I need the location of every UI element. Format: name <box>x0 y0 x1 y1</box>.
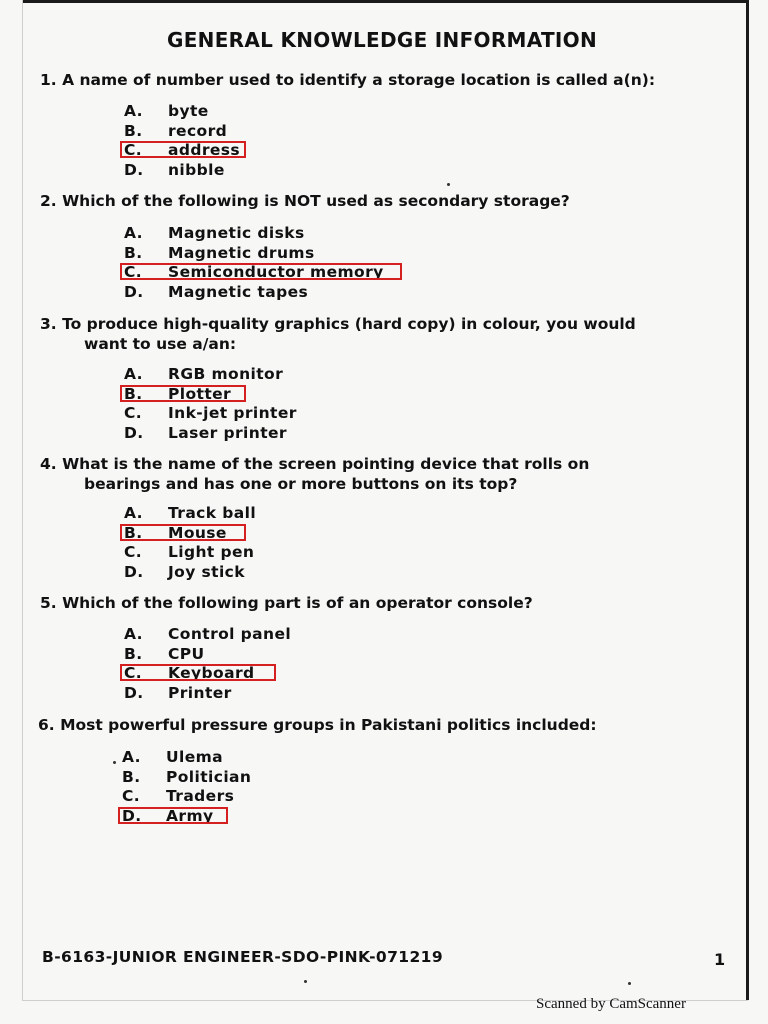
option-letter: D. <box>124 683 144 702</box>
option-text: Plotter <box>168 384 232 403</box>
question-1 <box>40 70 720 90</box>
option-d <box>120 283 384 303</box>
question-text: 2. Which of the following is NOT used as secondary storage? <box>40 192 570 210</box>
option-text: Control panel <box>168 625 292 643</box>
option-text: address <box>168 141 241 159</box>
option-letter: A. <box>124 102 143 120</box>
scan-speck <box>628 982 631 985</box>
option-text: Ulema <box>166 748 224 766</box>
option-text: Semiconductor memory <box>168 263 384 281</box>
option-letter: B. <box>124 644 143 663</box>
option-text: Magnetic drums <box>168 243 315 262</box>
page-right-edge <box>746 0 749 1000</box>
question-5 <box>40 593 720 613</box>
option-letter: C. <box>122 787 141 805</box>
question-6-options <box>118 748 251 826</box>
question-5-options <box>120 625 291 703</box>
option-letter: B. <box>124 523 143 542</box>
option-a <box>120 224 384 244</box>
option-d-marked-answer <box>118 807 251 827</box>
question-4 <box>40 454 720 494</box>
option-c <box>120 543 256 563</box>
question-text: 6. Most powerful pressure groups in Pakistani politics included: <box>38 716 597 734</box>
page-title: GENERAL KNOWLEDGE INFORMATION <box>166 28 597 52</box>
question-text-continuation: bearings and has one or more buttons on its top? <box>84 475 518 493</box>
option-text: nibble <box>168 160 225 179</box>
option-letter: A. <box>122 748 141 766</box>
option-text: Magnetic disks <box>168 224 305 242</box>
option-a <box>120 504 256 524</box>
scan-speck <box>304 980 307 983</box>
option-c <box>118 787 251 807</box>
option-letter: B. <box>124 243 143 262</box>
page-left-edge <box>22 0 23 1000</box>
option-letter: C. <box>124 664 143 682</box>
page-top-edge <box>22 0 748 3</box>
question-text: 1. A name of number used to identify a storage location is called a(n): <box>40 71 656 89</box>
paper-code-footer: B-6163-JUNIOR ENGINEER-SDO-PINK-071219 <box>42 948 444 966</box>
option-text: Joy stick <box>168 562 245 581</box>
scan-speck <box>113 761 116 764</box>
option-a <box>120 625 291 645</box>
option-letter: B. <box>124 384 143 403</box>
option-text: Politician <box>166 767 252 786</box>
option-letter: B. <box>122 767 141 786</box>
question-1-options <box>120 102 240 180</box>
option-letter: A. <box>124 504 143 522</box>
question-text: 4. What is the name of the screen pointing device that rolls on <box>40 455 590 473</box>
option-letter: D. <box>124 160 144 179</box>
option-text: byte <box>168 102 209 120</box>
question-text: 3. To produce high-quality graphics (hard copy) in colour, you would <box>40 315 636 333</box>
option-a <box>120 102 240 122</box>
option-text: Light pen <box>168 543 255 561</box>
option-letter: A. <box>124 625 143 643</box>
option-c-marked-answer <box>120 141 240 161</box>
camscanner-watermark: Scanned by CamScanner <box>536 996 686 1012</box>
option-d <box>120 161 240 181</box>
option-text: Track ball <box>168 504 257 522</box>
option-b-marked-answer <box>120 524 256 544</box>
question-4-options <box>120 504 256 582</box>
question-text-continuation: want to use a/an: <box>84 335 237 353</box>
option-letter: A. <box>124 365 143 383</box>
option-a <box>120 365 297 385</box>
option-letter: D. <box>122 806 142 825</box>
option-text: CPU <box>168 644 205 663</box>
option-text: Traders <box>166 787 235 805</box>
option-letter: D. <box>124 282 144 301</box>
option-text: Mouse <box>168 523 227 542</box>
option-c-marked-answer <box>120 664 291 684</box>
question-2 <box>40 191 720 211</box>
option-b-marked-answer <box>120 385 297 405</box>
option-c-marked-answer <box>120 263 384 283</box>
option-letter: C. <box>124 141 143 159</box>
option-letter: D. <box>124 423 144 442</box>
option-c <box>120 404 297 424</box>
option-letter: C. <box>124 543 143 561</box>
question-3-options <box>120 365 297 443</box>
option-text: RGB monitor <box>168 365 284 383</box>
option-text: Keyboard <box>168 664 255 682</box>
question-6 <box>38 715 718 735</box>
question-text: 5. Which of the following part is of an operator console? <box>40 594 533 612</box>
option-text: record <box>168 121 228 140</box>
option-letter: C. <box>124 263 143 281</box>
option-letter: A. <box>124 224 143 242</box>
option-b <box>120 244 384 264</box>
option-d <box>120 684 291 704</box>
page-number: 1 <box>714 950 726 969</box>
option-letter: C. <box>124 404 143 422</box>
option-text: Ink-jet printer <box>168 404 297 422</box>
scan-speck <box>447 183 450 186</box>
question-2-options <box>120 224 384 302</box>
option-b <box>120 645 291 665</box>
option-d <box>120 563 256 583</box>
option-text: Laser printer <box>168 423 287 442</box>
option-text: Printer <box>168 683 232 702</box>
question-3 <box>40 314 720 354</box>
option-text: Magnetic tapes <box>168 282 309 301</box>
option-text: Army <box>166 806 214 825</box>
option-d <box>120 424 297 444</box>
option-letter: B. <box>124 121 143 140</box>
option-b <box>120 122 240 142</box>
option-b <box>118 768 251 788</box>
option-a <box>118 748 251 768</box>
option-letter: D. <box>124 562 144 581</box>
